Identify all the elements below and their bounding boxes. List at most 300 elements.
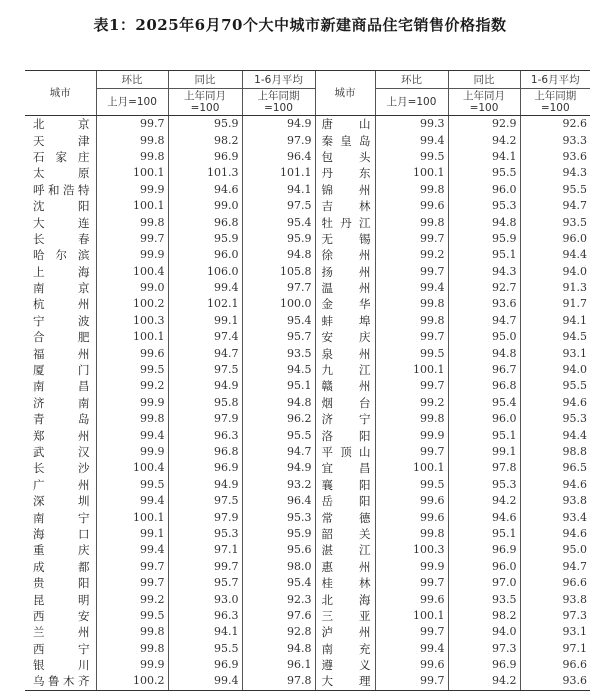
yoy-value-left: 96.8: [168, 444, 242, 460]
mom-value-left: 99.9: [96, 247, 168, 263]
avg-value-right: 94.5: [520, 329, 590, 345]
table-row: [25, 575, 590, 591]
table-row: [25, 591, 590, 607]
mom-value-left: 99.7: [96, 116, 168, 133]
city-name-right: 韶关: [315, 526, 375, 542]
avg-value-right: 93.4: [520, 509, 590, 525]
city-name-right: 烟台: [315, 395, 375, 411]
yoy-value-left: 96.3: [168, 427, 242, 443]
table-row: [25, 313, 590, 329]
header-mom-left: 环比: [96, 71, 168, 89]
city-name-left: 北京: [33, 117, 90, 132]
yoy-value-left: 97.9: [168, 411, 242, 427]
yoy-value-left: 97.5: [168, 362, 242, 378]
mom-value-left: 99.9: [96, 444, 168, 460]
yoy-value-right: 95.1: [448, 247, 520, 263]
yoy-value-left: 95.8: [168, 395, 242, 411]
yoy-value-left: 94.1: [168, 624, 242, 640]
city-name-left: 西安: [33, 608, 90, 623]
city-name-left: 南京: [33, 281, 90, 296]
yoy-value-left: 94.7: [168, 345, 242, 361]
yoy-value-left: 96.9: [168, 657, 242, 673]
header-city-left: 城市: [25, 71, 96, 116]
yoy-value-right: 94.2: [448, 673, 520, 690]
city-name-left: 南宁: [33, 510, 90, 525]
avg-value-right: 96.5: [520, 460, 590, 476]
table-row: [25, 182, 590, 198]
avg-value-right: 94.7: [520, 198, 590, 214]
city-name-right: 温州: [315, 280, 375, 296]
mom-value-left: 99.8: [96, 411, 168, 427]
yoy-value-left: 97.9: [168, 509, 242, 525]
mom-value-left: 99.8: [96, 641, 168, 657]
mom-value-left: 99.7: [96, 559, 168, 575]
table-row: [25, 116, 590, 133]
mom-value-right: 100.1: [375, 165, 448, 181]
yoy-value-left: 96.8: [168, 214, 242, 230]
yoy-value-left: 95.3: [168, 526, 242, 542]
mom-value-left: 99.9: [96, 182, 168, 198]
yoy-value-left: 99.4: [168, 673, 242, 690]
avg-value-right: 93.3: [520, 132, 590, 148]
city-name-left: 昆明: [33, 592, 90, 607]
yoy-base-line2: =100: [469, 102, 499, 114]
yoy-value-right: 97.3: [448, 641, 520, 657]
mom-value-left: 100.2: [96, 673, 168, 690]
yoy-value-right: 96.9: [448, 657, 520, 673]
avg-value-left: 94.7: [242, 444, 315, 460]
city-name-left: 银川: [33, 658, 90, 673]
city-name-right: 牡丹江: [315, 214, 375, 230]
yoy-value-left: 97.1: [168, 542, 242, 558]
city-name-left: 天津: [33, 133, 90, 148]
avg-value-right: 95.5: [520, 182, 590, 198]
avg-base-line1: 上年同期: [257, 90, 300, 102]
mom-value-right: 99.7: [375, 673, 448, 690]
mom-value-right: 99.4: [375, 641, 448, 657]
city-name-left: 沈阳: [33, 199, 90, 214]
mom-value-right: 99.7: [375, 378, 448, 394]
city-name-left: 贵阳: [33, 576, 90, 591]
city-name-left: 重庆: [33, 543, 90, 558]
city-name-left: 西宁: [33, 641, 90, 656]
mom-value-right: 99.5: [375, 149, 448, 165]
yoy-value-right: 96.9: [448, 542, 520, 558]
city-name-right: 无锡: [315, 231, 375, 247]
avg-value-right: 91.3: [520, 280, 590, 296]
mom-value-right: 99.5: [375, 345, 448, 361]
avg-value-right: 93.1: [520, 345, 590, 361]
table-row: [25, 673, 590, 690]
table-body: [25, 116, 590, 691]
avg-value-left: 97.6: [242, 608, 315, 624]
mom-value-left: 100.2: [96, 296, 168, 312]
avg-value-right: 93.5: [520, 214, 590, 230]
avg-value-left: 95.3: [242, 509, 315, 525]
city-name-right: 三亚: [315, 608, 375, 624]
mom-value-right: 99.6: [375, 657, 448, 673]
city-name-right: 泉州: [315, 345, 375, 361]
avg-value-right: 93.6: [520, 673, 590, 690]
yoy-base-line1: 上年同月: [184, 90, 226, 102]
yoy-value-left: 95.7: [168, 575, 242, 591]
table-row: [25, 329, 590, 345]
city-name-left: 上海: [33, 264, 90, 279]
city-name-left: 深圳: [33, 494, 90, 509]
city-name-right: 济宁: [315, 411, 375, 427]
avg-value-right: 94.4: [520, 247, 590, 263]
yoy-value-right: 94.6: [448, 509, 520, 525]
yoy-value-right: 93.6: [448, 296, 520, 312]
yoy-value-right: 94.2: [448, 132, 520, 148]
yoy-value-right: 95.0: [448, 329, 520, 345]
header-mom-right: 环比: [375, 71, 448, 89]
yoy-value-left: 102.1: [168, 296, 242, 312]
mom-value-right: 100.1: [375, 608, 448, 624]
city-name-left: 呼和浩特: [33, 182, 90, 197]
table-row: [25, 657, 590, 673]
mom-value-right: 99.7: [375, 575, 448, 591]
mom-value-left: 99.6: [96, 345, 168, 361]
mom-value-right: 99.8: [375, 526, 448, 542]
table-row: [25, 165, 590, 181]
mom-value-right: 99.9: [375, 427, 448, 443]
yoy-value-right: 95.3: [448, 198, 520, 214]
mom-value-left: 99.4: [96, 427, 168, 443]
avg-value-right: 91.7: [520, 296, 590, 312]
avg-value-left: 95.4: [242, 313, 315, 329]
city-name-right: 南充: [315, 641, 375, 657]
city-name-right: 九江: [315, 362, 375, 378]
city-name-right: 安庆: [315, 329, 375, 345]
mom-value-right: 99.6: [375, 198, 448, 214]
yoy-value-right: 96.0: [448, 182, 520, 198]
header-avg-left: 1-6月平均: [242, 71, 315, 89]
mom-value-right: 99.5: [375, 477, 448, 493]
avg-value-left: 94.1: [242, 182, 315, 198]
mom-value-right: 100.1: [375, 362, 448, 378]
mom-value-right: 99.4: [375, 132, 448, 148]
yoy-value-right: 96.8: [448, 378, 520, 394]
yoy-value-left: 95.5: [168, 641, 242, 657]
mom-value-right: 99.7: [375, 329, 448, 345]
avg-value-left: 97.7: [242, 280, 315, 296]
yoy-value-left: 99.0: [168, 198, 242, 214]
yoy-value-left: 99.1: [168, 313, 242, 329]
yoy-value-right: 95.4: [448, 395, 520, 411]
table-row: [25, 493, 590, 509]
yoy-value-left: 106.0: [168, 264, 242, 280]
page-title: 表1：2025年6月70个大中城市新建商品住宅销售价格指数: [93, 16, 507, 34]
city-name-left: 乌鲁木齐: [25, 673, 96, 690]
avg-value-left: 96.1: [242, 657, 315, 673]
yoy-value-left: 97.5: [168, 493, 242, 509]
city-name-left: 广州: [33, 477, 90, 492]
table-row: [25, 214, 590, 230]
yoy-value-left: 101.3: [168, 165, 242, 181]
city-name-left: 南昌: [33, 379, 90, 394]
mom-value-right: 99.8: [375, 214, 448, 230]
city-name-right: 丹东: [315, 165, 375, 181]
mom-value-left: 99.7: [96, 231, 168, 247]
yoy-value-right: 96.0: [448, 559, 520, 575]
avg-value-right: 93.8: [520, 591, 590, 607]
avg-value-left: 95.6: [242, 542, 315, 558]
yoy-value-right: 96.7: [448, 362, 520, 378]
table-row: [25, 296, 590, 312]
yoy-value-right: 95.3: [448, 477, 520, 493]
yoy-value-left: 93.0: [168, 591, 242, 607]
mom-value-right: 99.8: [375, 296, 448, 312]
city-name-right: 岳阳: [315, 493, 375, 509]
yoy-value-left: 94.6: [168, 182, 242, 198]
city-name-right: 桂林: [315, 575, 375, 591]
yoy-value-right: 94.7: [448, 313, 520, 329]
mom-value-left: 100.3: [96, 313, 168, 329]
yoy-value-right: 94.8: [448, 345, 520, 361]
avg-value-left: 95.4: [242, 575, 315, 591]
avg-value-left: 95.9: [242, 231, 315, 247]
header-yoy-right: 同比: [448, 71, 520, 89]
yoy-value-right: 97.8: [448, 460, 520, 476]
avg-value-right: 95.0: [520, 542, 590, 558]
avg-value-right: 97.1: [520, 641, 590, 657]
mom-value-left: 99.4: [96, 493, 168, 509]
yoy-value-left: 97.4: [168, 329, 242, 345]
avg-value-right: 94.0: [520, 362, 590, 378]
yoy-value-right: 95.9: [448, 231, 520, 247]
mom-value-right: 99.7: [375, 444, 448, 460]
mom-value-right: 99.6: [375, 493, 448, 509]
city-name-right: 蚌埠: [315, 313, 375, 329]
city-name-right: 锦州: [315, 182, 375, 198]
mom-value-left: 99.2: [96, 591, 168, 607]
mom-value-left: 100.4: [96, 264, 168, 280]
city-name-right: 平顶山: [315, 444, 375, 460]
mom-value-left: 99.2: [96, 378, 168, 394]
avg-value-left: 96.4: [242, 149, 315, 165]
mom-value-right: 99.9: [375, 559, 448, 575]
table-row: [25, 264, 590, 280]
city-name-right: 赣州: [315, 378, 375, 394]
header-avg-right: 1-6月平均: [520, 71, 590, 89]
yoy-base-line1: 上年同月: [463, 90, 505, 102]
table-row: [25, 411, 590, 427]
header-city-right: 城市: [315, 71, 375, 116]
header-mom-base-left: 上月=100: [96, 89, 168, 116]
mom-value-left: 99.4: [96, 542, 168, 558]
yoy-value-right: 94.1: [448, 149, 520, 165]
mom-value-left: 99.5: [96, 477, 168, 493]
table-row: [25, 198, 590, 214]
city-name-left: 海口: [33, 526, 90, 541]
city-name-right: 北海: [315, 591, 375, 607]
city-name-right: 金华: [315, 296, 375, 312]
avg-value-left: 95.4: [242, 214, 315, 230]
avg-value-left: 93.2: [242, 477, 315, 493]
table-row: [25, 427, 590, 443]
city-name-left: 石家庄: [33, 149, 90, 164]
mom-value-left: 99.8: [96, 132, 168, 148]
yoy-value-right: 95.5: [448, 165, 520, 181]
mom-value-right: 100.3: [375, 542, 448, 558]
city-name-left: 福州: [33, 346, 90, 361]
city-name-right: 惠州: [315, 559, 375, 575]
mom-value-right: 99.7: [375, 264, 448, 280]
city-name-right: 徐州: [315, 247, 375, 263]
mom-value-left: 99.5: [96, 362, 168, 378]
avg-value-right: 94.6: [520, 395, 590, 411]
table-row: [25, 444, 590, 460]
avg-value-right: 93.6: [520, 149, 590, 165]
avg-value-left: 97.5: [242, 198, 315, 214]
yoy-value-right: 94.0: [448, 624, 520, 640]
yoy-value-right: 94.3: [448, 264, 520, 280]
yoy-value-right: 99.1: [448, 444, 520, 460]
table-row: [25, 395, 590, 411]
avg-value-left: 94.8: [242, 395, 315, 411]
avg-value-right: 95.3: [520, 411, 590, 427]
table-row: [25, 378, 590, 394]
city-name-left: 武汉: [33, 445, 90, 459]
table-row: [25, 477, 590, 493]
price-index-table: [25, 70, 590, 691]
city-name-left: 宁波: [33, 313, 90, 328]
city-name-right: 秦皇岛: [315, 132, 375, 148]
yoy-value-left: 95.9: [168, 116, 242, 133]
yoy-value-right: 95.1: [448, 526, 520, 542]
table-row: [25, 247, 590, 263]
avg-value-left: 97.8: [242, 673, 315, 690]
city-name-right: 洛阳: [315, 427, 375, 443]
city-name-right: 唐山: [315, 116, 375, 133]
mom-value-left: 100.1: [96, 509, 168, 525]
avg-value-right: 94.6: [520, 526, 590, 542]
yoy-value-left: 94.9: [168, 378, 242, 394]
avg-value-left: 94.5: [242, 362, 315, 378]
mom-value-left: 99.7: [96, 575, 168, 591]
mom-value-left: 100.1: [96, 198, 168, 214]
city-name-left: 大连: [33, 215, 90, 230]
avg-base-line2: =100: [540, 102, 570, 114]
city-name-right: 吉林: [315, 198, 375, 214]
header-yoy-base-left: [168, 89, 242, 116]
avg-value-right: 98.8: [520, 444, 590, 460]
table-row: [25, 132, 590, 148]
mom-value-right: 99.3: [375, 116, 448, 133]
table-row: [25, 149, 590, 165]
avg-value-right: 94.4: [520, 427, 590, 443]
avg-value-left: 98.0: [242, 559, 315, 575]
avg-value-right: 96.0: [520, 231, 590, 247]
yoy-value-right: 98.2: [448, 608, 520, 624]
table-row: [25, 280, 590, 296]
city-name-left: 厦门: [33, 363, 90, 378]
mom-value-right: 99.2: [375, 395, 448, 411]
mom-value-right: 99.6: [375, 591, 448, 607]
avg-value-right: 92.6: [520, 116, 590, 133]
city-name-left: 哈尔滨: [33, 248, 90, 263]
city-name-right: 常德: [315, 509, 375, 525]
mom-value-left: 100.4: [96, 460, 168, 476]
table-row: [25, 542, 590, 558]
mom-value-left: 99.1: [96, 526, 168, 542]
yoy-value-left: 96.9: [168, 149, 242, 165]
yoy-value-left: 94.9: [168, 477, 242, 493]
city-name-right: 大理: [315, 673, 375, 690]
city-name-left: 济南: [33, 395, 90, 410]
city-name-left: 长春: [33, 231, 90, 246]
header-avg-base-left: [242, 89, 315, 116]
mom-value-left: 99.9: [96, 657, 168, 673]
avg-value-left: 94.8: [242, 247, 315, 263]
mom-value-right: 99.4: [375, 280, 448, 296]
city-name-right: 包头: [315, 149, 375, 165]
yoy-value-right: 92.7: [448, 280, 520, 296]
table-row: [25, 460, 590, 476]
avg-value-left: 105.8: [242, 264, 315, 280]
avg-value-left: 97.9: [242, 132, 315, 148]
header-mom-base-right: 上月=100: [375, 89, 448, 116]
avg-value-left: 95.7: [242, 329, 315, 345]
yoy-value-left: 96.0: [168, 247, 242, 263]
avg-value-left: 95.1: [242, 378, 315, 394]
avg-value-left: 94.8: [242, 641, 315, 657]
avg-value-left: 96.2: [242, 411, 315, 427]
avg-value-right: 96.6: [520, 575, 590, 591]
mom-value-right: 99.6: [375, 509, 448, 525]
avg-value-right: 95.5: [520, 378, 590, 394]
mom-value-right: 99.7: [375, 231, 448, 247]
avg-base-line1: 上年同期: [534, 90, 577, 102]
yoy-value-left: 99.4: [168, 280, 242, 296]
avg-value-right: 93.1: [520, 624, 590, 640]
avg-base-line2: =100: [264, 102, 293, 114]
mom-value-right: 99.7: [375, 624, 448, 640]
yoy-value-right: 96.0: [448, 411, 520, 427]
table-row: [25, 608, 590, 624]
avg-value-right: 94.0: [520, 264, 590, 280]
mom-value-right: 99.8: [375, 411, 448, 427]
avg-value-left: 95.5: [242, 427, 315, 443]
table-row: [25, 345, 590, 361]
avg-value-right: 96.6: [520, 657, 590, 673]
avg-value-right: 94.3: [520, 165, 590, 181]
city-name-right: 遵义: [315, 657, 375, 673]
yoy-value-right: 97.0: [448, 575, 520, 591]
avg-value-left: 101.1: [242, 165, 315, 181]
yoy-value-right: 94.8: [448, 214, 520, 230]
avg-value-left: 100.0: [242, 296, 315, 312]
avg-value-left: 96.4: [242, 493, 315, 509]
city-name-left: 郑州: [33, 428, 90, 443]
mom-value-left: 99.5: [96, 608, 168, 624]
mom-value-left: 100.1: [96, 329, 168, 345]
header-yoy-base-right: [448, 89, 520, 116]
avg-value-right: 97.3: [520, 608, 590, 624]
avg-value-left: 92.8: [242, 624, 315, 640]
mom-value-right: 99.8: [375, 313, 448, 329]
yoy-value-right: 94.2: [448, 493, 520, 509]
mom-value-right: 100.1: [375, 460, 448, 476]
avg-value-left: 95.9: [242, 526, 315, 542]
table-row: [25, 526, 590, 542]
yoy-base-line2: =100: [190, 102, 220, 114]
city-name-right: 泸州: [315, 624, 375, 640]
city-name-left: 青岛: [33, 412, 90, 427]
header-yoy-left: 同比: [168, 71, 242, 89]
mom-value-left: 100.1: [96, 165, 168, 181]
